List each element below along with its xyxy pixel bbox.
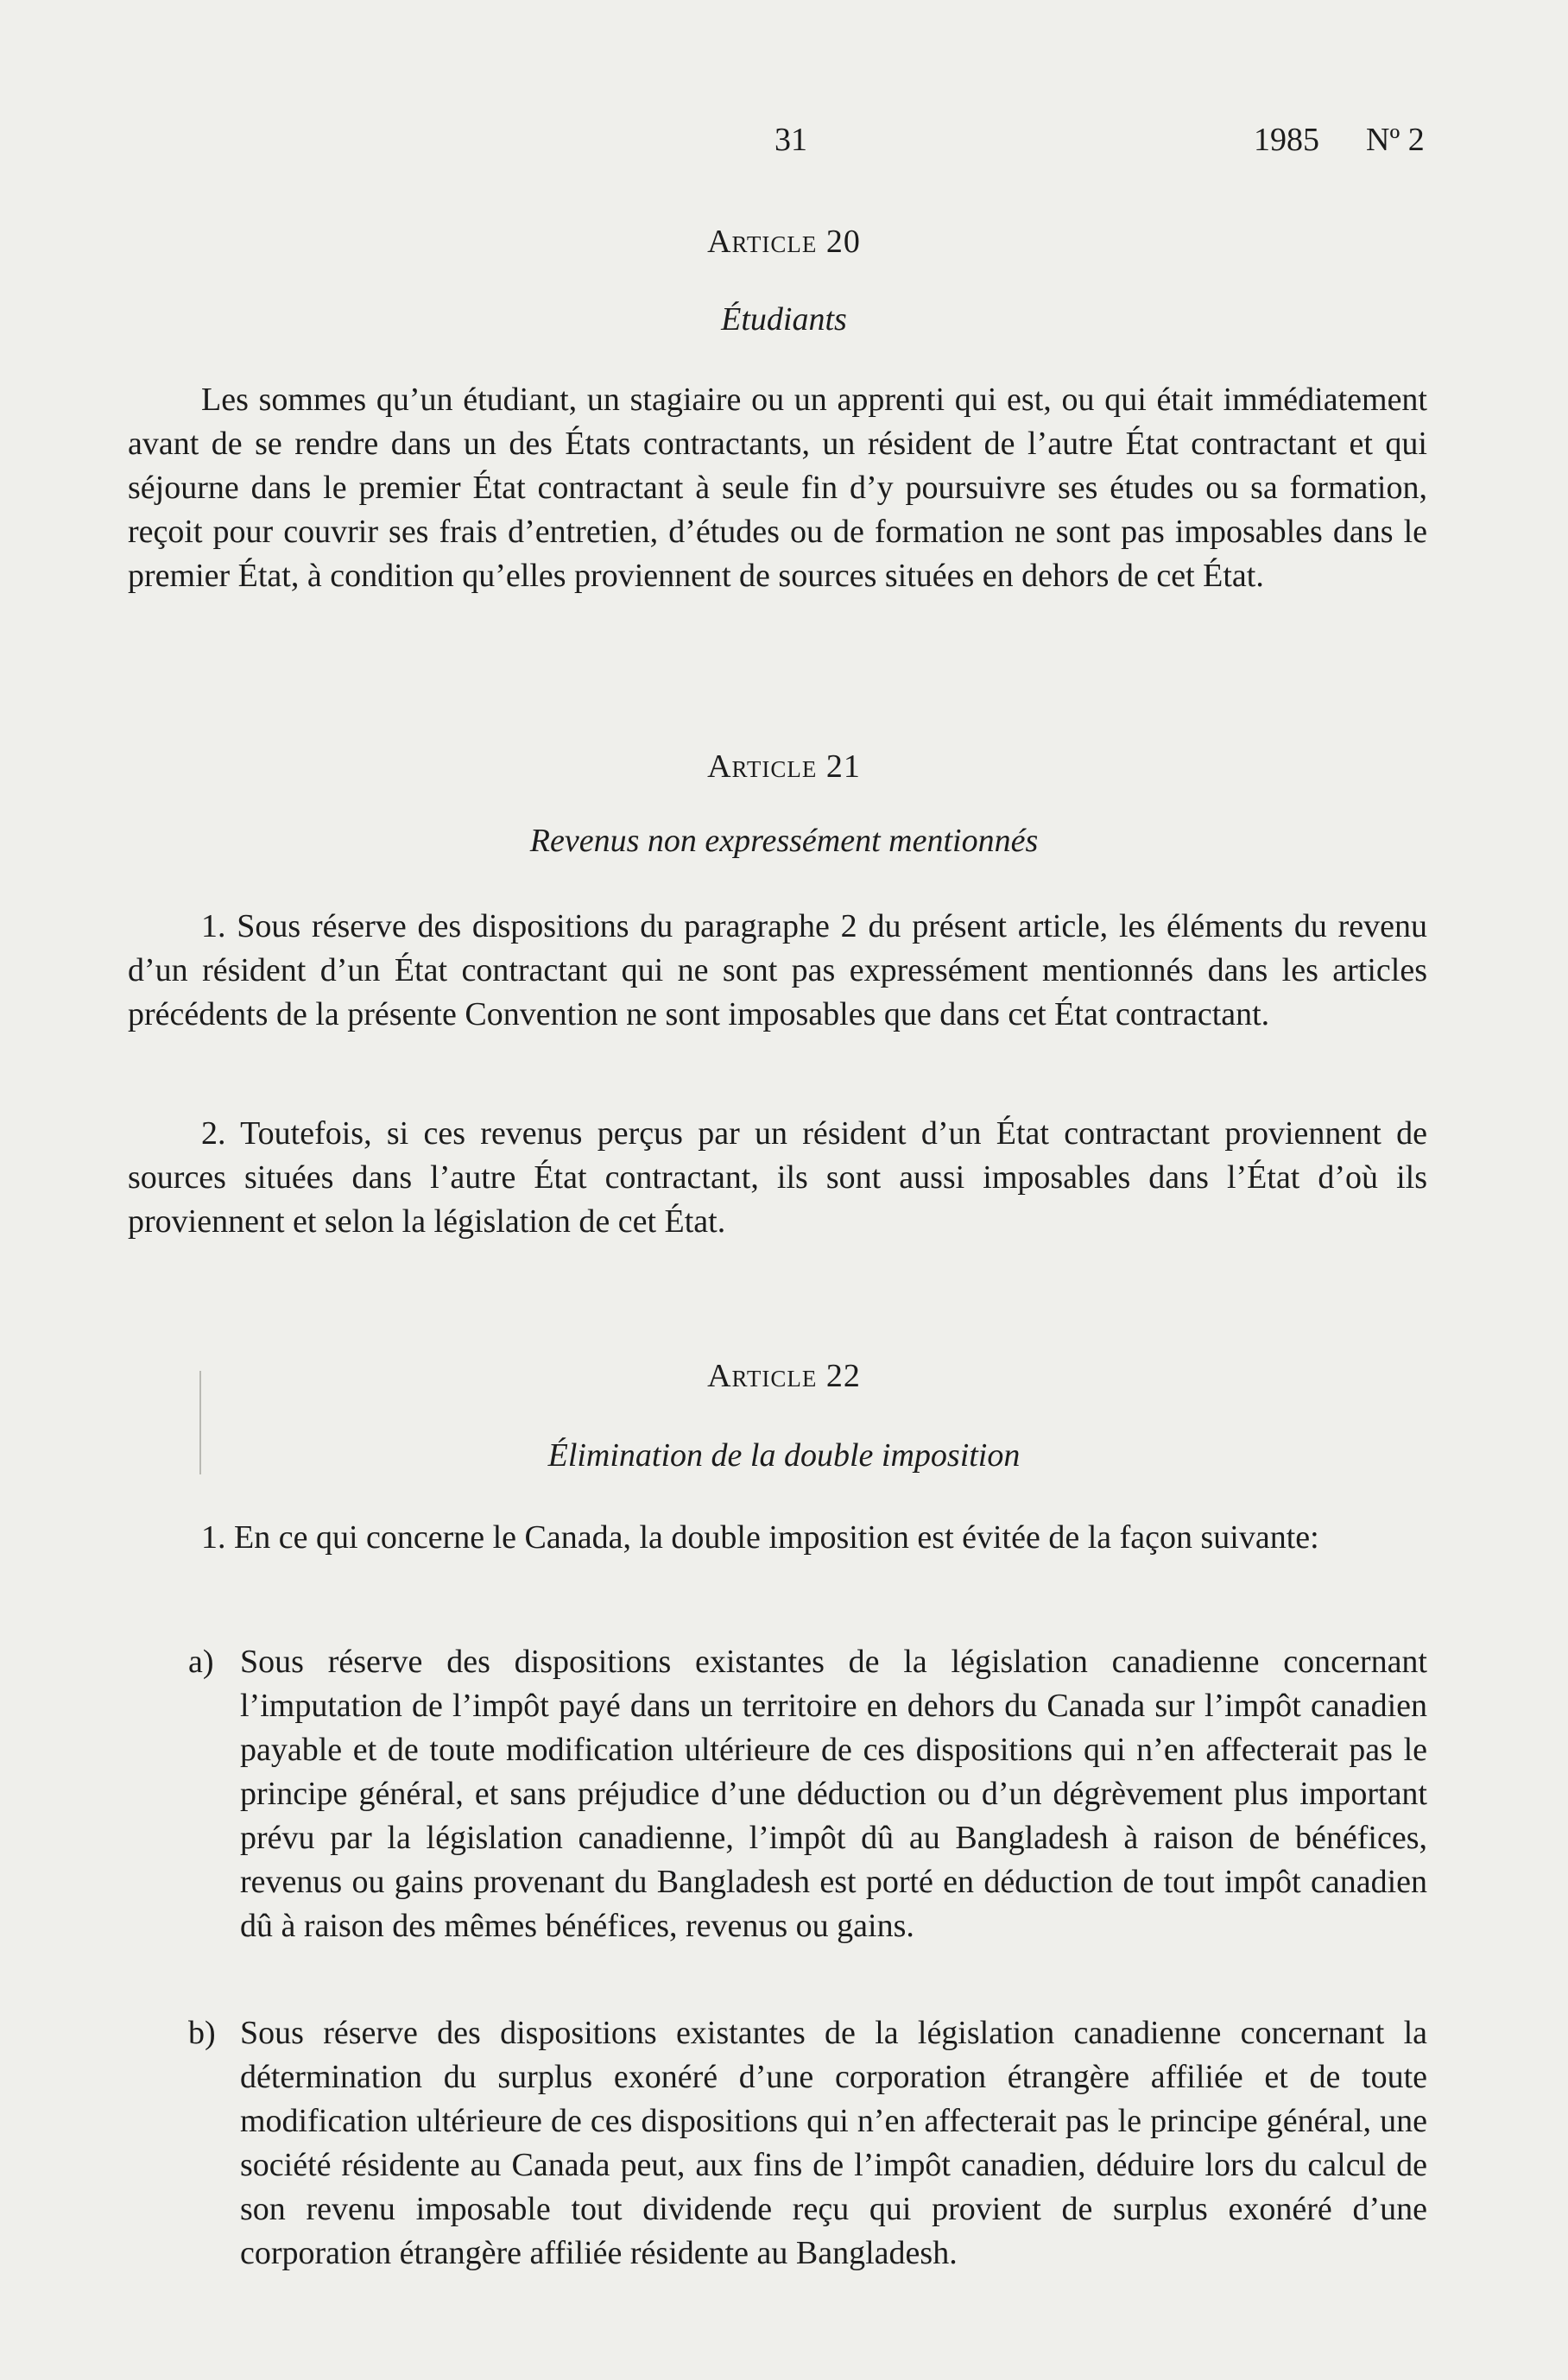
article-22-item-a xyxy=(128,1640,1427,1948)
item-a-text: Sous réserve des dispositions existantes de la législation canadienne concernant l’imputation de l’impôt payé dans un territoire en dehors du Canada sur l’impôt canadien payable et de toute modification ultérieure de ces dispositions qui n’en affecterait pas le principe général, et sans préjudice d’une déduction ou d’un dégrèvement plus important prévu par la législation canadienne, l’impôt dû au Bangladesh à raison de bénéfices, revenus ou gains provenant du Bangladesh est porté en déduction de tout impôt canadien dû à raison des mêmes bénéfices, revenus ou gains. xyxy=(240,1644,1427,1944)
article-21-paragraph-1: 1. Sous réserve des dispositions du paragraphe 2 du présent article, les éléments du revenu d’un résident d’un État contractant qui ne sont pas expressément mentionnés dans les articles précédents de la présente Convention ne sont imposables que dans cet État contractant. xyxy=(128,908,1427,1032)
header-year: 1985 xyxy=(1254,122,1319,158)
article-20-paragraph: Les sommes qu’un étudiant, un stagiaire ou un apprenti qui est, ou qui était immédiatement avant de se rendre dans un des États contractants, un résident de l’autre État contractant et qui séjourne dans le premier État contractant à seule fin d’y poursuivre ses études ou sa formation, reçoit pour couvrir ses frais d’entretien, d’études ou de formation ne sont pas imposables dans le premier État, à condition qu’elles proviennent de sources situées en dehors de cet État. xyxy=(128,382,1427,594)
article-22-item-b xyxy=(128,2011,1427,2276)
header-number: Nº 2 xyxy=(1366,122,1425,158)
article-20-subtitle: Étudiants xyxy=(721,301,847,338)
item-b-text: Sous réserve des dispositions existantes de la législation canadienne concernant la détermination du surplus exonéré d’une corporation étrangère affiliée et de toute modification ultérieure de ces dispositions qui n’en affecterait pas le principe général, une société résidente au Canada peut, aux fins de l’impôt canadien, déduire lors du calcul de son revenu imposable tout dividende reçu qui provient de surplus exonéré d’une corporation étrangère affiliée résidente au Bangladesh. xyxy=(240,2015,1427,2271)
article-22-subtitle: Élimination de la double imposition xyxy=(547,1437,1021,1474)
article-20-title: Article 20 xyxy=(707,224,861,260)
page-number: 31 xyxy=(775,122,807,158)
article-22-title: Article 22 xyxy=(707,1358,861,1394)
item-a-label: a) xyxy=(188,1644,214,1680)
article-21-paragraph-2: 2. Toutefois, si ces revenus perçus par un résident d’un État contractant proviennent de sources situées dans l’autre État contractant, ils sont aussi imposables dans l’État d’où ils proviennent et selon la législation de cet État. xyxy=(128,1115,1427,1240)
item-b-label: b) xyxy=(188,2015,216,2051)
article-21-title: Article 21 xyxy=(707,748,861,785)
article-21-subtitle: Revenus non expressément mentionnés xyxy=(529,823,1039,859)
article-22-paragraph-1: 1. En ce qui concerne le Canada, la double imposition est évitée de la façon suivante: xyxy=(201,1519,1319,1556)
